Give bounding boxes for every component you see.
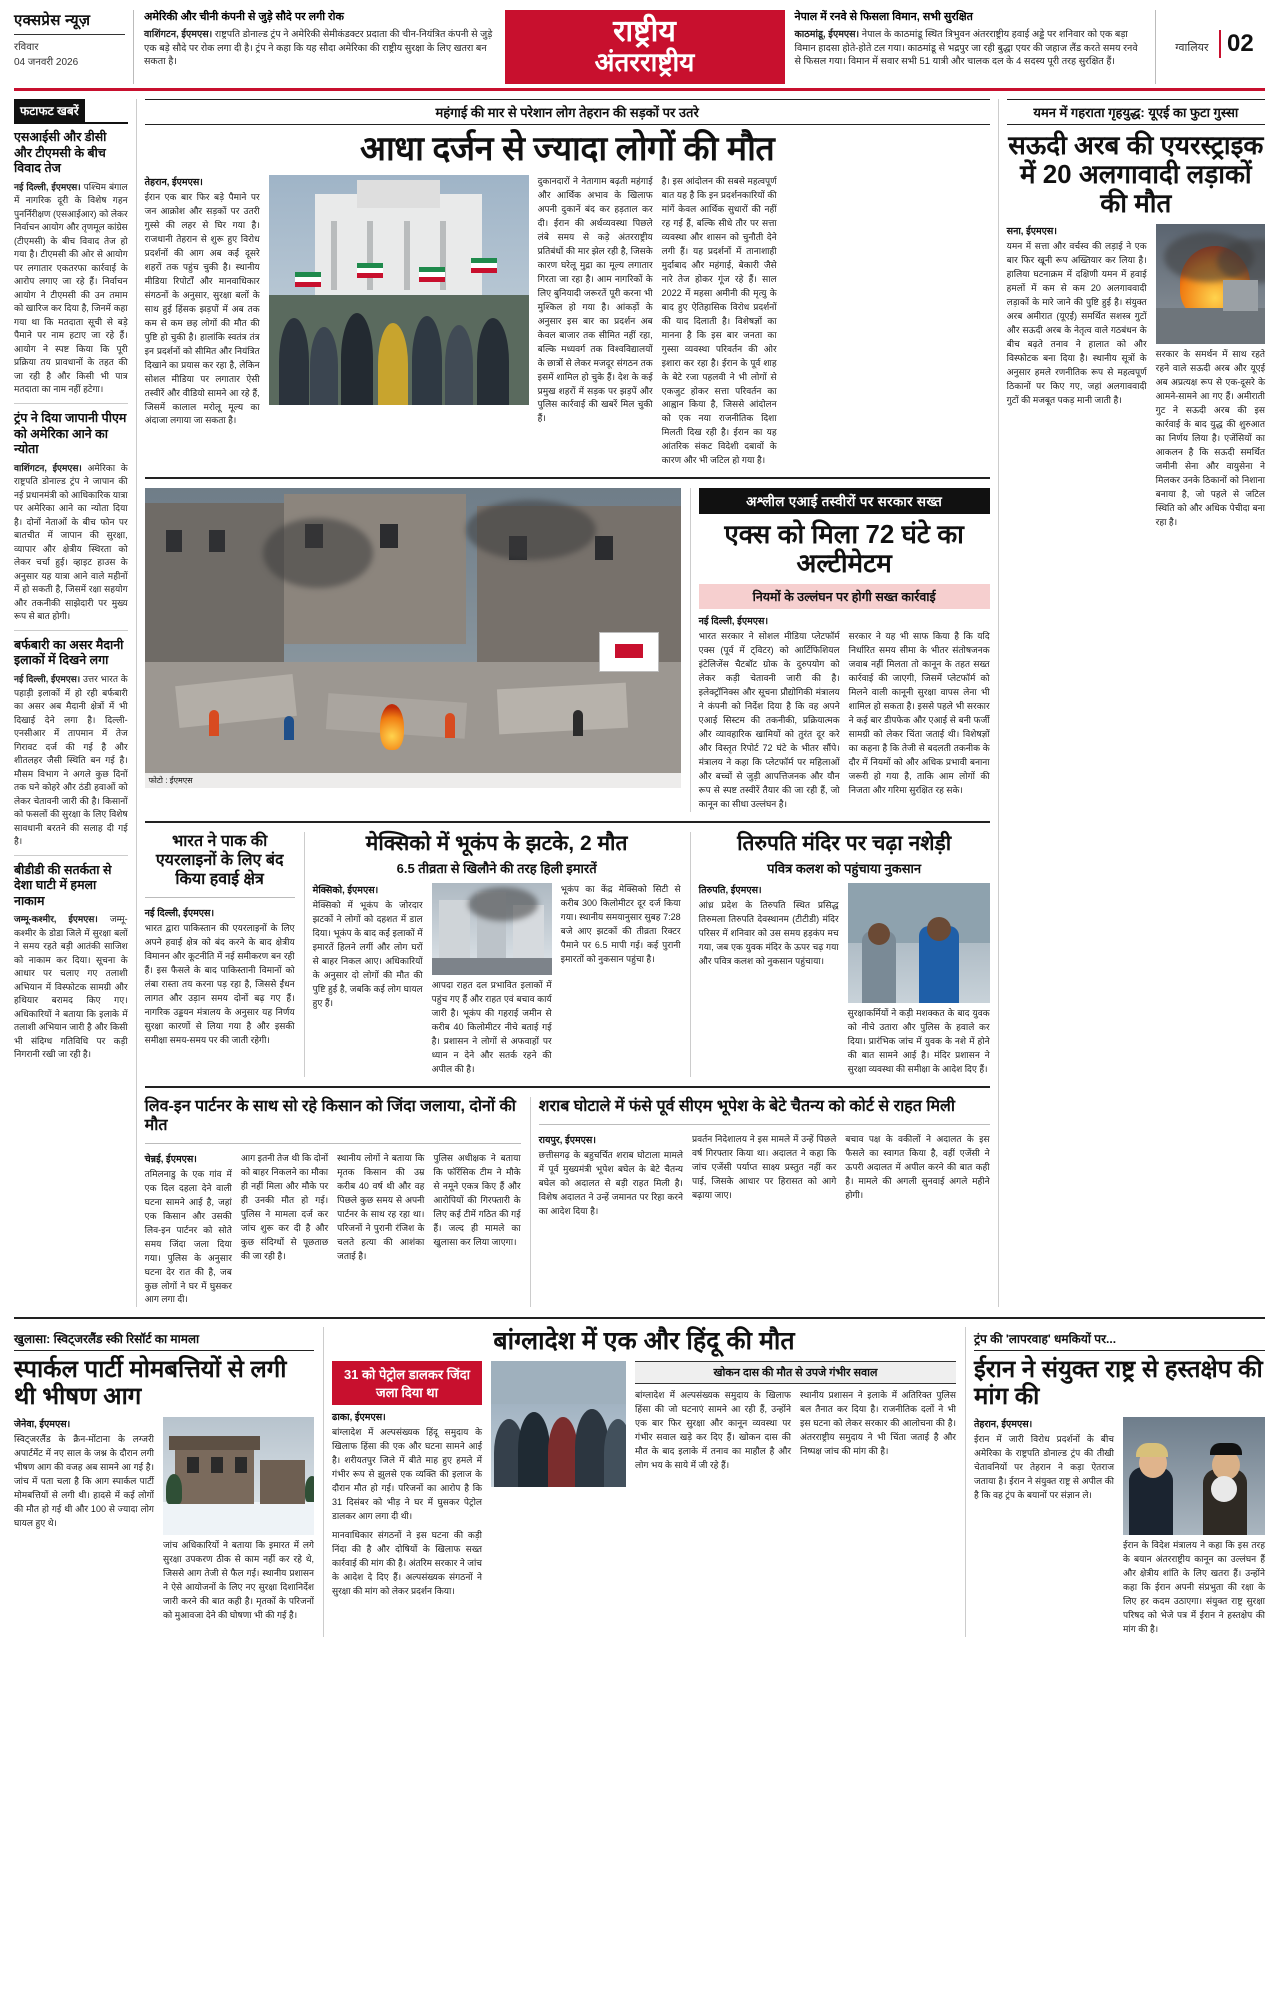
lead-kicker: महंगाई की मार से परेशान लोग तेहरान की सड़कों पर उतरे [145, 99, 990, 125]
quake-dateline: मेक्सिको, ईएमएस। [312, 884, 379, 896]
iran-un-article [965, 1327, 1265, 1636]
yemen-body-col2: सरकार के समर्थन में साथ रहते रहने वाले सऊदी अरब और यूएई अब अप्रत्यक्ष रूप से एक-दूसरे के आमने-सामने आ गए हैं। अमीराती गुट ने सऊदी अरब की इस कार्रवाई के बाद युद्ध की शुरुआत का निर्णय लिया है। एजेंसियों का आकलन है कि सऊदी समर्थित जमीनी सेना और वायुसेना ने मिलकर उनके ठिकानों को निशाना बनाया है, जो पहले से जटिल स्थिति को और अधिक पेचीदा बना रहा है। [1155, 349, 1265, 527]
ai-subbar: नियमों के उल्लंघन पर होगी सख्त कार्रवाई [699, 584, 990, 609]
fire-body-col1: स्विट्जरलैंड के क्रैन-मोंटाना के लग्जरी अपार्टमेंट में नए साल के जश्न के दौरान लगी भीषण आग की वजह अब सामने आ गई है। जांच में पता चला है कि आग स्पार्कल पार्टी मोमबत्तियों से लगी थी। हादसे में कई लोगों की मौत हो गई थी और 100 से ज्यादा लोग घायल हुए थे। [14, 1434, 154, 1528]
page-number: 02 [1219, 30, 1254, 58]
yemen-airstrike-photo [1156, 224, 1265, 344]
ai-dateline: नई दिल्ली, ईएमएस। [698, 616, 769, 628]
blast-site-photo [145, 488, 681, 788]
masthead-right-dateline: काठमांडू, ईएमएस। [794, 29, 860, 41]
right-column [998, 99, 1265, 1307]
khokan-graybar: खोकन दास की मौत से उपजे गंभीर सवाल [635, 1361, 956, 1384]
bangladesh-headline: बांग्लादेश में एक और हिंदू की मौत [493, 1327, 795, 1356]
list-item [14, 411, 128, 631]
bottom-row [14, 1327, 1265, 1636]
list-item [14, 863, 128, 1068]
masthead-left-headline: अमेरिकी और चीनी कंपनी से जुड़े सौदे पर लगी रोक [144, 11, 344, 23]
iran-un-kicker: ट्रंप की 'लापरवाह' धमकियों पर... [974, 1327, 1265, 1351]
temple-body-col1: आंध्र प्रदेश के तिरुपति स्थित प्रसिद्ध तिरुमला तिरुपति देवस्थानम (टीटीडी) मंदिर परिसर में शनिवार को उस समय हड़कंप मच गया, जब एक युवक मंदिर के ऊपर चढ़ गया और पवित्र कलश को नुकसान पहुंचाया। [698, 899, 839, 966]
court-body-col2: प्रवर्तन निदेशालय ने इस मामले में उन्हें पिछले वर्ष गिरफ्तार किया था। अदालत ने कहा कि जांच एजेंसी पर्याप्त साक्ष्य प्रस्तुत नहीं कर पाई, जिसके आधार पर हिरासत को आगे बढ़ाया जाए। [691, 1133, 837, 1200]
yemen-dateline: सना, ईएमएस। [1006, 226, 1057, 238]
brief-title: बर्फबारी का असर मैदानी इलाकों में दिखने लगा [14, 637, 124, 668]
airspace-article [145, 832, 295, 1077]
list-item [14, 130, 128, 404]
brief-title: ट्रंप ने दिया जापानी पीएम को अमेरिका आने का न्योता [14, 410, 127, 457]
lead-headline: आधा दर्जन से ज्यादा लोगों की मौत [359, 130, 775, 169]
temple-subhead: पवित्र कलश को पहुंचाया नुकसान [767, 860, 922, 876]
lead-dateline: तेहरान, ईएमएस। [144, 177, 203, 189]
weekday: रविवार [14, 42, 39, 53]
brief-title: एसआईसी और डीसी और टीएमसी के बीच विवाद तेज [14, 130, 107, 176]
farmer-body-col1: तमिलनाडु के एक गांव में एक दिल दहला देने वाली घटना सामने आई है, जहां एक किसान और उसकी लिव-इन पार्टनर को सोते समय जिंदा जला दिया गया। पुलिस के अनुसार घटना देर रात की है, जब कुछ लोगों ने घर में घुसकर आग लगा दी। [144, 1169, 232, 1305]
iran-un-leaders-photo [1123, 1417, 1265, 1535]
bangladesh-protest-photo [491, 1361, 626, 1487]
airspace-body: भारत द्वारा पाकिस्तान की एयरलाइनों के लिए अपने हवाई क्षेत्र को बंद करने के बाद क्षेत्रीय विमानन और कूटनीति में नई समीकरण बन रही हैं। इस फैसले के बाद पाकिस्तानी विमानों को लंबा रास्ता तय करना पड़ रहा है, जिससे ईंधन लागत और उड़ान समय दोनों बढ़ गए हैं। नागरिक उड्डयन मंत्रालय के अनुसार यह निर्णय सुरक्षा कारणों से लिया गया है और इसकी समीक्षा समय-समय पर की जाती रहेगी। [144, 923, 295, 1045]
brief-title: बीडीडी की सतर्कता से देशा घाटी में हमला नाकाम [14, 862, 112, 908]
temple-photo [848, 883, 990, 1003]
iran-un-dateline: तेहरान, ईएमएस। [974, 1419, 1033, 1431]
masthead-right-edition [1155, 10, 1265, 84]
main-column [136, 99, 990, 1307]
fire-headline: स्पार्कल पार्टी मोमबत्तियों से लगी थी भीषण आग [14, 1356, 287, 1411]
quake-body-col2: आपदा राहत दल प्रभावित इलाकों में पहुंच गए हैं और राहत एवं बचाव कार्य जारी है। भूकंप की गहराई जमीन से करीब 40 किलोमीटर नीचे बताई गई है। प्रशासन ने लोगों से अफवाहों पर ध्यान न देने और सतर्क रहने की अपील की है। [431, 979, 552, 1074]
brief-news-rail [14, 99, 128, 1307]
lead-article [145, 99, 990, 468]
farmer-body-col4: पुलिस अधीक्षक ने बताया कि फॉरेंसिक टीम ने मौके से नमूने एकत्र किए हैं और आरोपियों की गिरफ्तारी के लिए कई टीमें गठित की गई हैं। जल्द ही मामले का खुलासा कर लिया जाएगा। [433, 1153, 521, 1247]
iran-un-body-col1: ईरान में जारी विरोध प्रदर्शनों के बीच अमेरिका के राष्ट्रपति डोनाल्ड ट्रंप की तीखी चेतावनियों पर तेहरान ने कड़ा ऐतराज जताया है। ईरान ने संयुक्त राष्ट्र से अपील की है कि वह ट्रंप के बयानों पर संज्ञान ले। [974, 1434, 1114, 1500]
quake-body-col1: मेक्सिको में भूकंप के जोरदार झटकों ने लोगों को दहशत में डाल दिया। भूकंप के बाद कई इलाकों में इमारतें हिलने लगीं और लोग घरों से बाहर निकल आए। अधिकारियों के अनुसार दो लोगों की मौत की पुष्टि हुई है, जबकि कई लोग घायल हुए हैं। [312, 899, 423, 1008]
farmer-dateline: चेन्नई, ईएमएस। [144, 1154, 197, 1166]
list-item [14, 638, 128, 856]
yemen-article [1007, 99, 1265, 530]
section-title-line1: राष्ट्रीय [613, 15, 676, 48]
iran-un-body-col2: ईरान के विदेश मंत्रालय ने कहा कि इस तरह के बयान अंतरराष्ट्रीय कानून का उल्लंघन हैं और क्षेत्रीय शांति के लिए खतरा हैं। उन्होंने कहा कि ईरान अपनी संप्रभुता की रक्षा के लिए हर कदम उठाएगा। संयुक्त राष्ट्र सुरक्षा परिषद को भेजे पत्र में ईरान ने हस्तक्षेप की मांग की है। [1123, 1540, 1265, 1634]
lead-body-col1: ईरान एक बार फिर बड़े पैमाने पर जन आक्रोश और सड़कों पर उतरी गुस्से की लहर से घिर गया है। राजधानी तेहरान से शुरू हुए विरोध प्रदर्शनों की आग अब कई दूसरे शहरों तक पहुंच चुकी है। स्थानीय मीडिया रिपोर्टों और मानवाधिकार संगठनों के अनुसार, सुरक्षा बलों के साथ हुई हिंसक झड़पों में अब तक कम से कम छह लोगों की मौत की पुष्टि हो चुकी है। हालांकि स्वतंत्र तंत्र इन प्रदर्शनों को सीमित और नियंत्रित दिखाने का प्रयास कर रहा है, लेकिन सोशल मीडिया पर लगातार ऐसी तस्वीरें और वीडियो सामने आ रहे हैं, जिसमें कालाल मरोलू मूल्य का अंदाजा लगाया जा सकता है। [144, 192, 260, 426]
publication-date [14, 41, 125, 70]
bottom-section-divider [14, 1317, 1265, 1319]
ai-article [690, 488, 990, 811]
ai-body-col1: भारत सरकार ने सोशल मीडिया प्लेटफॉर्म एक्स (पूर्व में ट्विटर) को आर्टिफिशियल इंटेलिजेंस चैटबॉट ग्रोक के दुरुपयोग को लेकर कड़ी चेतावनी जारी की है। इलेक्ट्रॉनिक्स और सूचना प्रौद्योगिकी मंत्रालय ने कंपनी को निर्देश दिया है कि वह अपने एआई सिस्टम की तकनीकी, प्रक्रियात्मक और व्यावहारिक खामियों को तुरंत दूर करे और विस्तृत रिपोर्ट 72 घंटे के भीतर सौंपे। मंत्रालय ने कहा कि प्लेटफॉर्म पर महिलाओं और बच्चों से जुड़ी आपत्तिजनक और यौन रूप से स्पष्ट तस्वीरें तैयार की जा रही हैं, जो कानून का सीधा उल्लंघन है। [698, 631, 840, 809]
brief-text: वाशिंगटन, ईएमएस। अमेरिका के राष्ट्रपति डोनाल्ड ट्रंप ने जापान की नई प्रधानमंत्री को आधिकारिक यात्रा पर अमेरिका आने का न्योता दिया है। दोनों नेताओं के बीच फोन पर बातचीत में जापान की सुरक्षा, व्यापार और क्षेत्रीय स्थिरता को लेकर चर्चा हुई। व्हाइट हाउस के अनुसार यह यात्रा आने वाले महीनों में हो सकती है, जिसमें रक्षा सहयोग और तकनीकी साझेदारी पर मुख्य रूप से बात होगी। [14, 462, 128, 622]
section-title-line2: अंतरराष्ट्रीय [594, 46, 695, 77]
airspace-headline: भारत ने पाक की एयरलाइनों के लिए बंद किया हवाई क्षेत्र [155, 832, 284, 888]
fire-kicker: खुलासा: स्विट्जरलैंड स्की रिसॉर्ट का मामला [14, 1327, 314, 1351]
farmer-headline: लिव-इन पार्टनर के साथ सो रहे किसान को जिंदा जलाया, दोनों की मौत [144, 1097, 516, 1134]
court-body-col3: बचाव पक्ष के वकीलों ने अदालत के इस फैसले का स्वागत किया है, वहीं एजेंसी ने ऊपरी अदालत में अपील करने की बात कही है। मामले की अगली सुनवाई अगले महीने होगी। [845, 1133, 990, 1200]
brief-text: नई दिल्ली, ईएमएस। उत्तर भारत के पहाड़ी इलाकों में हो रही बर्फबारी का असर अब मैदानी क्षेत्रों में भी दिखाई देने लगा है। दिल्ली-एनसीआर में तापमान में तेज गिरावट दर्ज की गई है और शीतलहर जैसी स्थिति बन गई है। मौसम विभाग ने अगले कुछ दिनों तक घने कोहरे और ठंडी हवाओं को लेकर चेतावनी जारी की है। किसानों को फसलों की सुरक्षा के लिए विशेष सावधानी बरतने की सलाह दी गई है। [14, 674, 128, 847]
quake-subhead: 6.5 तीव्रता से खिलौने की तरह हिली इमारतें [396, 860, 597, 876]
brief-section-label: फटाफट खबरें [14, 99, 85, 122]
edition-city: ग्वालियर [1175, 41, 1209, 54]
yemen-headline: सऊदी अरब की एयरस्ट्राइक में 20 अलगावादी लड़ाकों की मौत [1008, 130, 1264, 219]
temple-dateline: तिरुपति, ईएमएस। [698, 884, 762, 896]
airspace-dateline: नई दिल्ली, ईएमएस। [144, 908, 215, 920]
bangladesh-body-col1: बांग्लादेश में अल्पसंख्यक हिंदू समुदाय के खिलाफ हिंसा की एक और घटना सामने आई है। शरीयतपुर जिले में बीते माह हुए हमले में गंभीर रूप से झुलसे एक व्यक्ति की इलाज के दौरान मौत हो गई। परिजनों का आरोप है कि 31 दिसंबर को भीड़ ने घर में घुसकर पेट्रोल डालकर आग लगा दी थी। [332, 1427, 482, 1522]
fire-resort-photo [163, 1417, 314, 1535]
brief-text: नई दिल्ली, ईएमएस। पश्चिम बंगाल में नागरिक दूरी के विशेष गहन पुनर्निरीक्षण (एसआईआर) को लेकर निर्वाचन आयोग और तृणमूल कांग्रेस (टीएमसी) के बीच विवाद तेज हो गया है। टीएमसी की ओर से आयोग पर लगातार एकतरफा कार्रवाई के आरोप लगाए जा रहे हैं। निर्वाचन आयोग ने टीएमसी की उन तमाम को खारिज कर दिया है, जिनमें कहा गया था कि मतदाता सूची से बड़े पैमाने पर नाम हटाए जा रहे हैं। आयोग ने स्पष्ट किया कि पूरी प्रक्रिया तय प्रावधानों के तहत की जा रही है और किसी भी पात्र मतदाता का नाम नहीं हटेगा। [14, 181, 128, 395]
quake-body-col3: भूकंप का केंद्र मेक्सिको सिटी से करीब 300 किलोमीटर दूर दर्ज किया गया। स्थानीय समयानुसार सुबह 7:28 बजे आए झटकों की तीव्रता रिक्टर पैमाने पर 6.5 मापी गई। कई पुरानी इमारतों को नुकसान पहुंचा है। [560, 883, 681, 964]
brief-text: जम्मू-कश्मीर, ईएमएस। जम्मू-कश्मीर के डोडा जिले में सुरक्षा बलों ने समय रहते बड़ी आतंकी साजिश को नाकाम कर दिया। सूचना के आधार पर चलाए गए तलाशी अभियान में विस्फोटक सामग्री और हथियार बरामद किए गए। अधिकारियों ने बताया कि इलाके में तलाशी अभियान जारी है और किसी भी संदिग्ध गतिविधि पर कड़ी निगरानी रखी जा रही है। [14, 914, 128, 1060]
yemen-body-col1: यमन में सत्ता और वर्चस्व की लड़ाई ने एक बार फिर खूनी रूप अख्तियार कर लिया है। हालिया घटनाक्रम में दक्षिणी यमन में हवाई हमलों में कम से कम 20 अलगाववादी लड़ाकों के मारे जाने की पुष्टि हुई है। संयुक्त अरब अमीरात (यूएई) समर्थित सशस्त्र गुटों और सऊदी अरब के नेतृत्व वाले गठबंधन के बीच बढ़ते तनाव ने हालात को और विस्फोटक बना दिया है। स्थानीय सूत्रों के अनुसार हमले रणनीतिक रूप से महत्वपूर्ण ठिकानों पर किए गए, जहां अलगाववादी गुटों की मजबूत पकड़ मानी जाती है। [1006, 241, 1147, 405]
farmer-body-col2: आग इतनी तेज थी कि दोनों को बाहर निकलने का मौका ही नहीं मिला और मौके पर ही उनकी मौत हो गई। पुलिस ने मामला दर्ज कर जांच शुरू कर दी है और कुछ संदिग्धों से पूछताछ की जा रही है। [240, 1153, 329, 1261]
farmer-body-col3: स्थानीय लोगों ने बताया कि मृतक किसान की उम्र करीब 40 वर्ष थी और वह पिछले कुछ समय से अपनी पार्टनर के साथ रह रहा था। परिजनों ने पुरानी रंजिश के चलते हत्या की आशंका जताई है। [337, 1153, 425, 1261]
fire-article [14, 1327, 314, 1636]
yemen-kicker: यमन में गहराता गृहयुद्ध: यूएई का फुटा गुस्सा [1007, 99, 1265, 125]
blast-photo-caption: फोटो : ईएमएस [145, 773, 681, 788]
brief-section-header [14, 99, 128, 124]
lead-body-col2: दुकानदारों ने नेतागाम बढ़ती महंगाई और आर्थिक अभाव के खिलाफ अपनी दुकानें बंद कर हड़ताल कर दी। ईरान की अर्थव्यवस्था पिछले लंबे समय से कड़े अंतरराष्ट्रीय प्रतिबंधों की मार झेल रही है, जिसके कारण घरेलू मुद्रा का मूल्य लगातार गिरता जा रहा है। आम नागरिकों के लिए बुनियादी जरूरतें पूरी करना भी मुश्किल हो गया है। आंकड़ों के अनुसार इस बार का प्रदर्शन अब केवल बाजार तक सीमित नहीं रहा, बल्कि मध्यवर्ग तक विश्वविद्यालयों के छात्रों से लेकर मजदूर संगठन तक इसमें शामिल हो चुके हैं। देश के कई प्रमुख शहरों में सड़क पर झड़पें और पुलिस कार्रवाई की खबरें मिल चुकी हैं। [537, 176, 653, 424]
page-body [14, 99, 1265, 1307]
fire-body-col2: जांच अधिकारियों ने बताया कि इमारत में लगे सुरक्षा उपकरण ठीक से काम नहीं कर रहे थे, जिससे आग तेजी से फैल गई। स्थानीय प्रशासन ने ऐसे आयोजनों के लिए नए सुरक्षा दिशानिर्देश जारी करने की बात कही है। मृतकों के परिजनों को मुआवजा देने की घोषणा भी की गई है। [163, 1540, 314, 1620]
temple-body-col2: सुरक्षाकर्मियों ने कड़ी मशक्कत के बाद युवक को नीचे उतारा और पुलिस के हवाले कर दिया। प्रारंभिक जांच में युवक के नशे में होने की बात सामने आई है। मंदिर प्रशासन ने सुरक्षा व्यवस्था की समीक्षा के आदेश दिए हैं। [847, 1007, 990, 1074]
iran-un-headline: ईरान ने संयुक्त राष्ट्र से हस्तक्षेप की मांग की [974, 1356, 1263, 1411]
masthead [14, 10, 1265, 91]
ai-body-col2: सरकार ने यह भी साफ किया है कि यदि निर्धारित समय सीमा के भीतर संतोषजनक जवाब नहीं मिलता तो कानून के तहत सख्त कार्रवाई की जाएगी, जिसमें प्लेटफॉर्म को मिलने वाली कानूनी सुरक्षा वापस लेना भी शामिल हो सकता है। इससे पहले भी सरकार ने कई बार डीपफेक और एआई से बनी फर्जी सामग्री को लेकर चिंता जताई थी। विशेषज्ञों का कहना है कि तेजी से बदलती तकनीक के दौर में नियमों को और अधिक प्रभावी बनाना जरूरी हो गया है, ताकि आम लोगों की निजता और गरिमा सुरक्षित रह सके। [848, 631, 990, 795]
khokan-body-col2: स्थानीय प्रशासन ने इलाके में अतिरिक्त पुलिस बल तैनात कर दिया है। राजनीतिक दलों ने भी इस घटना को लेकर सरकार की आलोचना की है। अंतरराष्ट्रीय समुदाय ने भी चिंता जताई है और निष्पक्ष जांच की मांग की है। [800, 1390, 956, 1457]
masthead-left [14, 10, 134, 84]
temple-article [690, 832, 990, 1077]
masthead-news-left [134, 10, 505, 84]
quake-photo [432, 883, 552, 975]
masthead-left-dateline: वाशिंगटन, ईएमएस। [144, 29, 213, 41]
bangladesh-article [323, 1327, 956, 1636]
bangladesh-redbar: 31 को पेट्रोल डालकर जिंदा जला दिया था [332, 1361, 482, 1405]
farmer-article [145, 1097, 521, 1308]
fire-dateline: जेनेवा, ईएमएस। [14, 1419, 71, 1431]
ai-kicker: अश्लील एआई तस्वीरों पर सरकार सख्त [699, 488, 990, 514]
court-headline: शराब घोटाले में फंसे पूर्व सीएम भूपेश के बेटे चैतन्य को कोर्ट से राहत मिली [538, 1097, 956, 1115]
date-text: 04 जनवरी 2026 [14, 56, 79, 68]
lead-photo-protest [269, 175, 529, 405]
court-article [530, 1097, 990, 1308]
temple-headline: तिरुपति मंदिर पर चढ़ा नशेड़ी [737, 831, 952, 855]
khokan-article [635, 1361, 956, 1598]
publication-logo: एक्सप्रेस न्यूज़ [14, 10, 125, 35]
court-dateline: रायपुर, ईएमएस। [538, 1134, 596, 1146]
section-title-banner [505, 10, 785, 84]
bangladesh-body-col2: मानवाधिकार संगठनों ने इस घटना की कड़ी निंदा की है और दोषियों के खिलाफ सख्त कार्रवाई की मांग की है। अंतरिम सरकार ने जांच के आदेश दे दिए हैं। अल्पसंख्यक संगठनों ने सुरक्षा की मांग को लेकर प्रदर्शन किया। [332, 1529, 482, 1596]
quake-headline: मेक्सिको में भूकंप के झटके, 2 मौत [365, 831, 628, 855]
quake-article [304, 832, 681, 1077]
bangladesh-dateline: ढाका, ईएमएस। [332, 1412, 386, 1424]
masthead-right-headline: नेपाल में रनवे से फिसला विमान, सभी सुरक्षित [794, 11, 973, 23]
masthead-left-text: राष्ट्रपति डोनाल्ड ट्रंप ने अमेरिकी सेमीकंडक्टर प्रदाता की चीन-नियंत्रित कंपनी से जुड़े एक बड़े सौदे पर रोक लगा दी है। ट्रंप ने कहा कि यह सौदा अमेरिका की राष्ट्रीय सुरक्षा के लिए खतरा बन सकता है। [144, 29, 493, 67]
masthead-right-text: नेपाल के काठमांडू स्थित त्रिभुवन अंतरराष्ट्रीय हवाई अड्डे पर शनिवार को एक बड़ा विमान हादसा होते-होते टल गया। काठमांडू से भद्रपुर जा रही बुद्धा एयर की जहाज लैंड करते समय रनवे से फिसल गया। विमान में सवार सभी 51 यात्री और चालक दल के 4 सदस्य पूरी तरह सुरक्षित हैं। [794, 29, 1138, 67]
lead-body-col3: है। इस आंदोलन की सबसे महत्वपूर्ण बात यह है कि इन प्रदर्शनकारियों की मांगें केवल आर्थिक सुधारों की नहीं रह गई हैं, बल्कि सीधे तौर पर सत्ता व्यवस्था और शासन को चुनौती देने लगी हैं। यह प्रदर्शनों में तानाशाही मुर्दाबाद और महंगाई, बेकारी जैसे नारे तेज होकर गूंज रहे हैं। साल 2022 में महसा अमीनी की मृत्यु के बाद हुए ऐतिहासिक विरोध प्रदर्शनों की याद दिलाती है। विशेषज्ञों का मानना है कि इस बार जनता का गुस्सा व्यवस्था परिवर्तन की ओर इशारा कर रहा है। ईरान के पूर्व शाह के बेटे रजा पहलवी ने भी लोगों से एकजुट होकर सत्ता परिवर्तन का आह्वान किया है, जिससे आंदोलन को एक नया राजनीतिक दिशा मिलती दिख रही है। ईरान का यह आंतरिक संकट विदेशी दबावों के कारण और भी जटिल हो गया है। [661, 176, 777, 466]
khokan-body-col1: बांग्लादेश में अल्पसंख्यक समुदाय के खिलाफ हिंसा की जो घटनाएं सामने आ रही हैं, उन्होंने एक बार फिर सुरक्षा और कानून व्यवस्था पर गंभीर सवाल खड़े कर दिए हैं। खोकन दास की मौत के बाद इलाके में तनाव का माहौल है और लोग भय के साये में जी रहे हैं। [635, 1390, 791, 1471]
masthead-news-right [785, 10, 1156, 84]
court-body-col1: छत्तीसगढ़ के बहुचर्चित शराब घोटाला मामले में पूर्व मुख्यमंत्री भूपेश बघेल के बेटे चैतन्य बघेल को अदालत से बड़ी राहत मिली है। विशेष अदालत ने उन्हें जमानत पर रिहा करने का आदेश दिया है। [538, 1149, 683, 1216]
ai-headline: एक्स को मिला 72 घंटे का अल्टीमेटम [724, 519, 964, 579]
